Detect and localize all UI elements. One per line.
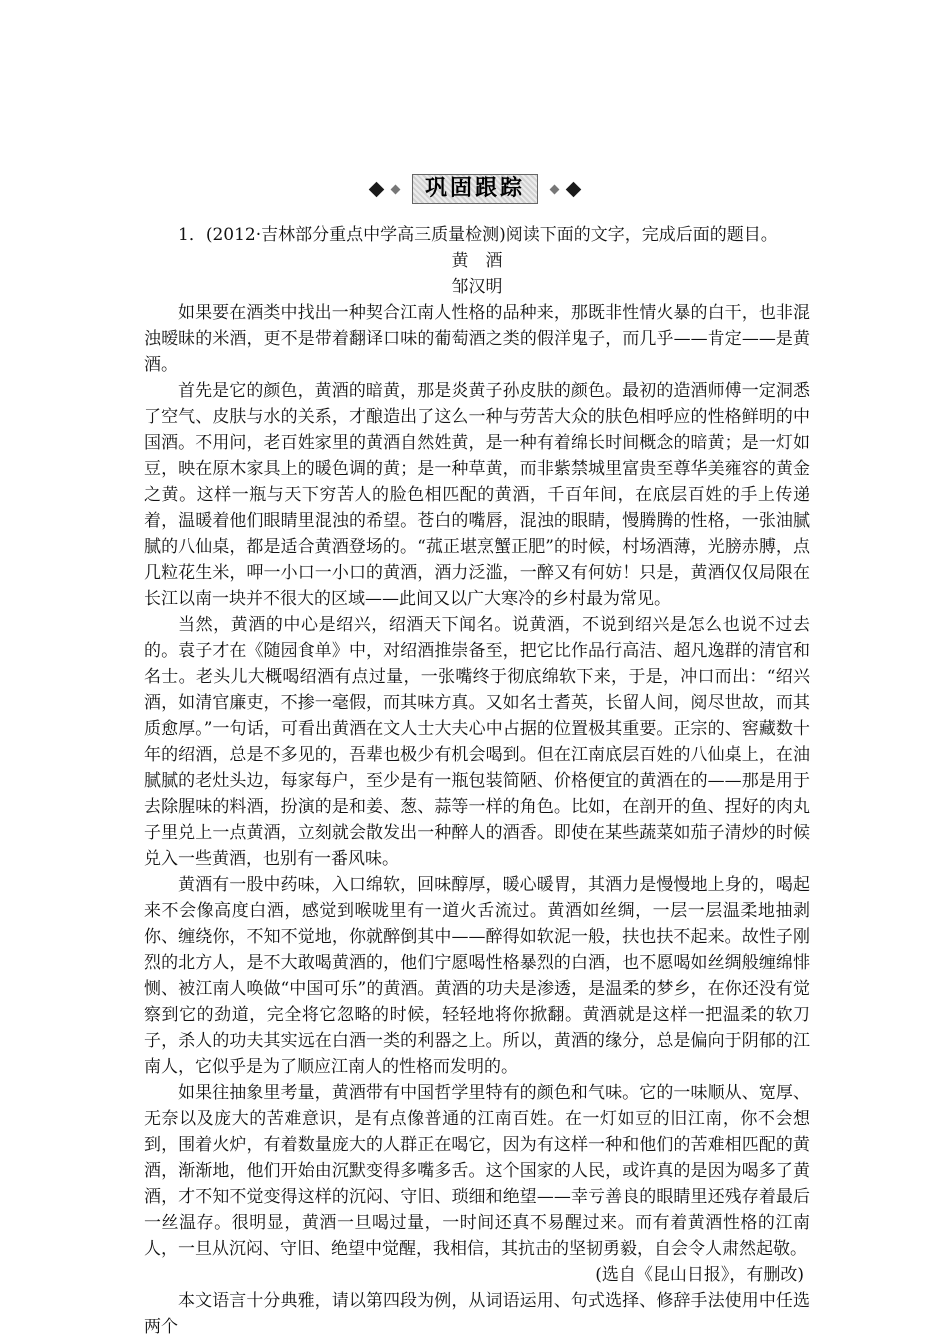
content-body [144,222,810,1340]
article-paragraph: 黄酒有一股中药味，入口绵软，回味醇厚，暖心暖胃，其酒力是慢慢地上身的，喝起来不会像高度白酒，感觉到喉咙里有一道火舌流过。黄酒如丝绸，一层一层温柔地抽剥你、缠绕你，不知不觉地，你就醉倒其中——醉得如软泥一般，扶也扶不起来。故性子刚烈的北方人，是不大敢喝黄酒的，他们宁愿喝性格暴烈的白酒，也不愿喝如丝绸般缠绵悱恻、被江南人唤做“中国可乐”的黄酒。黄酒的功夫是渗透，是温柔的梦乡，在你还没有觉察到它的劲道，完全将它忽略的时候，轻轻地将你掀翻。黄酒就是这样一把温柔的软刀子，杀人的功夫其实远在白酒一类的利器之上。所以，黄酒的缘分，总是偏向于阴郁的江南人，它似乎是为了顺应江南人的性格而发明的。 [144,875,810,1077]
article-source: (选自《昆山日报》，有删改) [595,1265,804,1285]
diamond-icon [369,181,385,197]
article-paragraph: 如果往抽象里考量，黄酒带有中国哲学里特有的颜色和气味。它的一味顺从、宽厚、无奈以及庞大的苦难意识，是有点像普通的江南百姓。在一灯如豆的旧江南，你不会想到，围着火炉，有着数量庞大的人群正在喝它，因为有这样一种和他们的苦难相匹配的黄酒，渐渐地，他们开始由沉默变得多嘴多舌。这个国家的人民，或许真的是因为喝多了黄酒，才不知不觉变得这样的沉闷、守旧、琐细和绝望——幸亏善良的眼睛里还残存着最后一丝温存。很明显，黄酒一旦喝过量，一时间还真不易醒过来。而有着黄酒性格的江南人，一旦从沉闷、守旧、绝望中觉醒，我相信，其抗击的坚韧勇毅，自会令人肃然起敬。 [144,1083,810,1259]
diamond-small-icon [391,184,401,194]
article-paragraph: 当然，黄酒的中心是绍兴，绍酒天下闻名。说黄酒，不说到绍兴是怎么也说不过去的。袁子才在《随园食单》中，对绍酒推崇备至，把它比作品行高洁、超凡逸群的清官和名士。老头儿大概喝绍酒有点过量，一张嘴终于彻底绵软下来，于是，冲口而出：“绍兴酒，如清官廉吏，不掺一毫假，而其味方真。又如名士耆英，长留人间，阅尽世故，而其质愈厚。”一句话，可看出黄酒在文人士大夫心中占据的位置极其重要。正宗的、窖藏数十年的绍酒，总是不多见的，吾辈也极少有机会喝到。但在江南底层百姓的八仙桌上，在油腻腻的老灶头边，每家每户，至少是有一瓶包装简陋、价格便宜的黄酒在的——那是用于去除腥味的料酒，扮演的是和姜、葱、蒜等一样的角色。比如，在剖开的鱼、捏好的肉丸子里兑上一点黄酒，立刻就会散发出一种醉人的酒香。即使在某些蔬菜如茄子清炒的时候兑入一些黄酒，也别有一番风味。 [144,615,810,869]
section-banner [0,174,950,204]
article-title: 黄 酒 [451,251,503,271]
diamond-small-icon [550,184,560,194]
article-paragraph: 如果要在酒类中找出一种契合江南人性格的品种来，那既非性情火暴的白干，也非混浊暧昧的米酒，更不是带着翻译口味的葡萄酒之类的假洋鬼子，而几乎——肯定——是黄酒。 [144,303,810,375]
question-intro: 1．(2012·吉林部分重点中学高三质量检测)阅读下面的文字，完成后面的题目。 [178,225,778,245]
question-prompt: 本文语言十分典雅，请以第四段为例，从词语运用、句式选择、修辞手法使用中任选两个 [144,1291,810,1337]
banner-title: 巩固跟踪 [412,174,538,204]
article-paragraph: 首先是它的颜色，黄酒的暗黄，那是炎黄子孙皮肤的颜色。最初的造酒师傅一定洞悉了空气、皮肤与水的关系，才酿造出了这么一种与劳苦大众的肤色相呼应的性格鲜明的中国酒。不用问，老百姓家里的黄酒自然姓黄，是一种有着绵长时间概念的暗黄；是一灯如豆，映在原木家具上的暖色调的黄；是一种草黄，而非紫禁城里富贵至尊华美雍容的黄金之黄。这样一瓶与天下穷苦人的脸色相匹配的黄酒，千百年间，在底层百姓的手上传递着，温暖着他们眼睛里混浊的希望。苍白的嘴唇，混浊的眼睛，慢腾腾的性格，一张油腻腻的八仙桌，都是适合黄酒登场的。“菰正堪烹蟹正肥”的时候，村场酒薄，光膀赤膊，点几粒花生米，呷一小口一小口的黄酒，酒力泛滥，一醉又有何妨！只是，黄酒仅仅局限在长江以南一块并不很大的区域——此间又以广大寒冷的乡村最为常见。 [144,381,810,609]
diamond-icon [566,181,582,197]
article-author: 邹汉明 [451,277,503,297]
